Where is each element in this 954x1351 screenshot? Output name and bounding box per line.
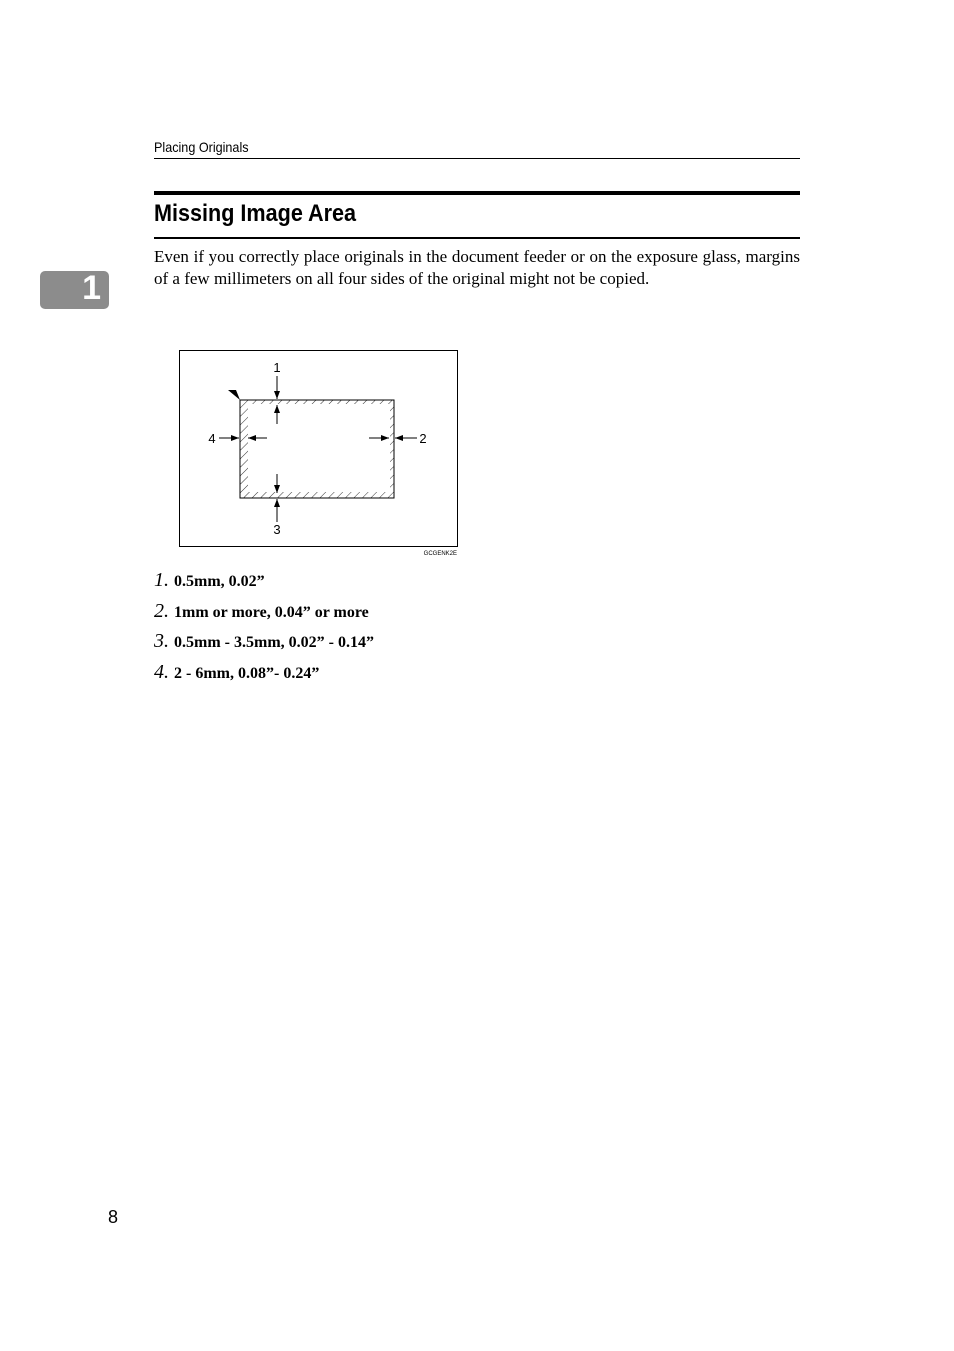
list-item-text: 0.5mm, 0.02”	[174, 573, 265, 590]
figure-label-4: 4	[208, 431, 216, 446]
list-item	[154, 661, 374, 692]
list-item-text: 0.5mm - 3.5mm, 0.02” - 0.14”	[174, 634, 374, 652]
figure-label-1: 1	[273, 360, 281, 375]
title-rule-top	[154, 191, 800, 195]
intro-paragraph: Even if you correctly place originals in the document feeder or on the exposure glass, margins of a few millimeters on all four sides of the original might not be copied.	[154, 247, 800, 288]
margin-list	[154, 569, 374, 692]
corner-pointer-icon	[228, 390, 240, 400]
list-item	[154, 569, 374, 600]
list-item-number: 1.	[154, 569, 169, 591]
figure-frame	[180, 351, 458, 547]
list-item-text: 1mm or more, 0.04” or more	[174, 603, 369, 621]
page-number: 8	[108, 1207, 119, 1227]
chapter-number: 1	[82, 269, 101, 307]
list-item-number: 2.	[154, 599, 169, 622]
list-item-number: 3.	[154, 630, 169, 653]
list-item	[154, 600, 374, 631]
hatched-margin	[240, 400, 394, 498]
chapter-tab	[40, 271, 109, 309]
list-item-number: 4.	[154, 661, 169, 684]
figure-code: GCGENK2E	[423, 551, 457, 557]
running-header: Placing Originals	[154, 139, 249, 155]
title-rule-bottom	[154, 237, 800, 239]
section-title: Missing Image Area	[154, 200, 357, 227]
missing-image-area-diagram	[179, 350, 461, 560]
list-item	[154, 630, 374, 661]
original-outline	[240, 400, 394, 498]
figure-label-2: 2	[419, 431, 427, 446]
header-rule	[154, 158, 800, 159]
figure-label-3: 3	[273, 522, 281, 537]
list-item-text: 2 - 6mm, 0.08”- 0.24”	[174, 665, 320, 683]
